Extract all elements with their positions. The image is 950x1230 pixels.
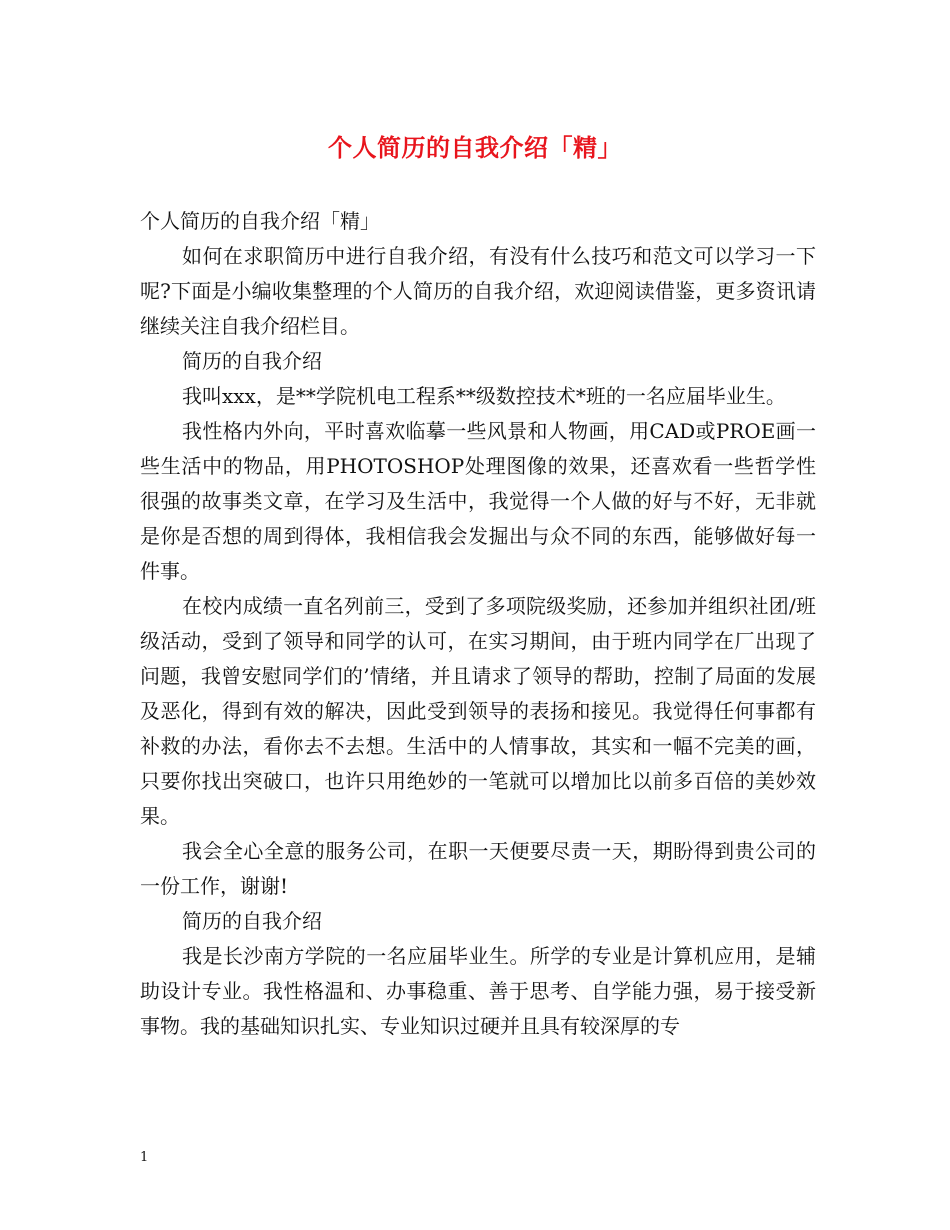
paragraph: 在校内成绩一直名列前三，受到了多项院级奖励，还参加并组织社团/班级活动，受到了领导和同学的认可，在实习期间，由于班内同学在厂出现了问题，我曾安慰同学们的’情绪，并且请求了领导的帮助，控制了局面的发展及恶化，得到有效的解决，因此受到领导的表扬和接见。我觉得任何事都有补救的办法，看你去不去想。生活中的人情事故，其实和一幅不完美的画，只要你找出突破口，也许只用绝妙的一笔就可以增加比以前多百倍的美妙效果。 [140, 594, 816, 828]
section-heading: 简历的自我介绍 [182, 349, 322, 373]
paragraph-subtitle: 个人简历的自我介绍「精」 [140, 209, 380, 233]
page-number: 1 [140, 1150, 149, 1165]
paragraph: 我会全心全意的服务公司，在职一天便要尽责一天，期盼得到贵公司的一份工作，谢谢! [140, 839, 816, 898]
document-body [140, 204, 816, 1044]
section-heading: 简历的自我介绍 [182, 909, 322, 933]
paragraph: 我是长沙南方学院的一名应届毕业生。所学的专业是计算机应用，是辅助设计专业。我性格温和、办事稳重、善于思考、自学能力强，易于接受新事物。我的基础知识扎实、专业知识过硬并且具有较深厚的专 [140, 944, 816, 1038]
document-title: 个人简历的自我介绍「精」 [328, 133, 622, 162]
paragraph-intro: 如何在求职简历中进行自我介绍，有没有什么技巧和范文可以学习一下呢?下面是小编收集整理的个人简历的自我介绍，欢迎阅读借鉴，更多资讯请继续关注自我介绍栏目。 [140, 244, 816, 338]
paragraph: 我叫xxx，是**学院机电工程系**级数控技术*班的一名应届毕业生。 [182, 384, 786, 408]
paragraph: 我性格内外向，平时喜欢临摹一些风景和人物画，用CAD或PROE画一些生活中的物品，用PHOTOSHOP处理图像的效果，还喜欢看一些哲学性很强的故事类文章，在学习及生活中，我觉得一个人做的好与不好，无非就是你是否想的周到得体，我相信我会发掘出与众不同的东西，能够做好每一件事。 [140, 419, 816, 583]
